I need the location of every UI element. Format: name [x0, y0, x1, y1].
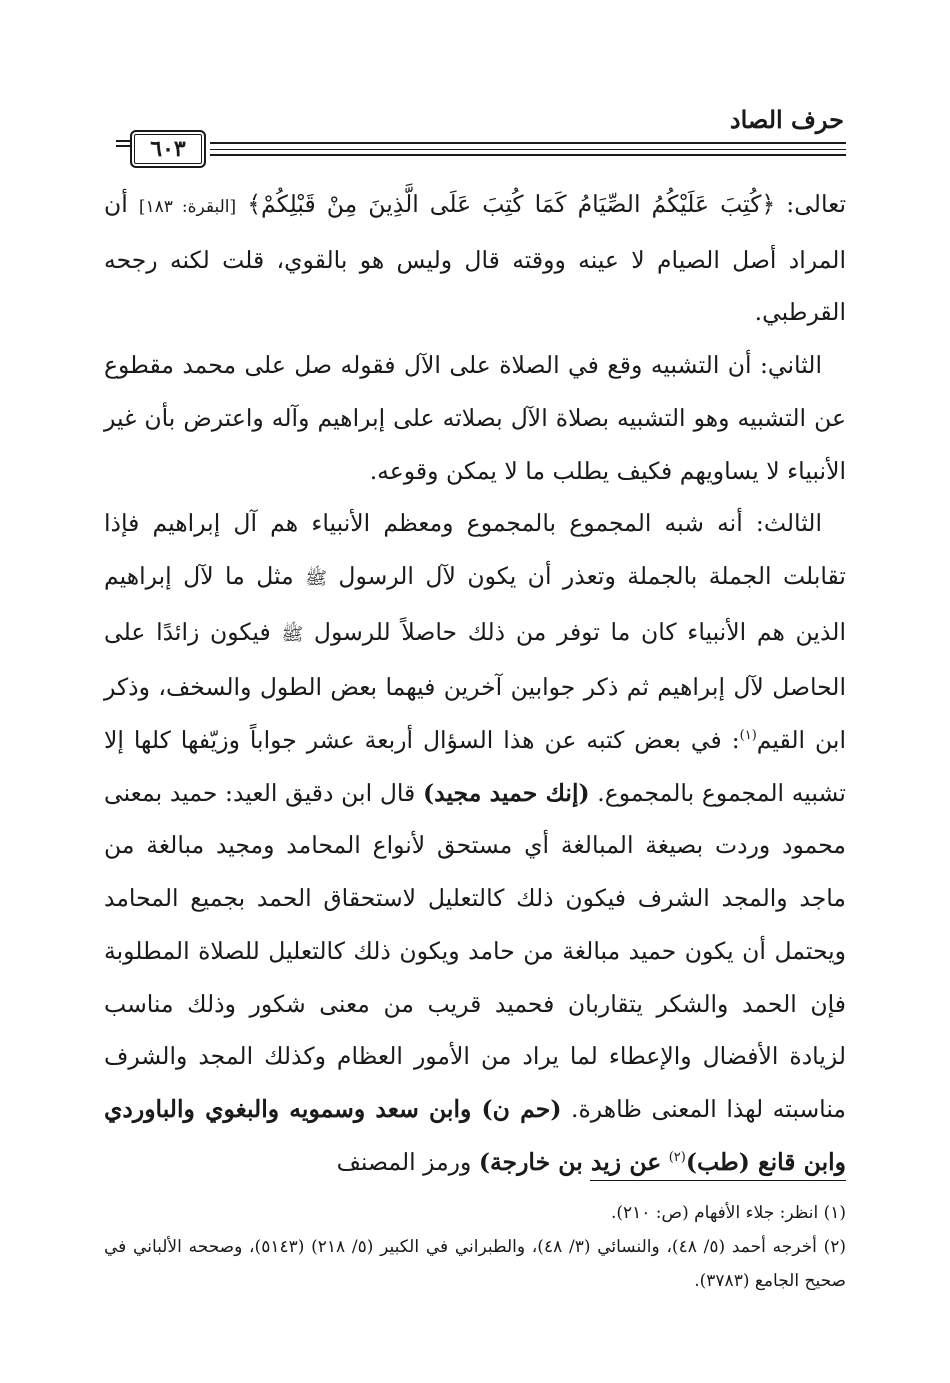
- honorific-symbol: ﷺ: [281, 623, 304, 645]
- quran-reference: [البقرة: ١٨٣]: [138, 197, 237, 217]
- narrator-bold: عن زيد بن خارجة): [478, 1147, 662, 1176]
- paragraph-3-a: الثالث: أنه شبه المجموع بالمجموع ومعظم الأنبياء هم آل إبراهيم فإذا تقابلت الجملة بالجملة وتعذر أن يكون لآل الرسول: [104, 509, 846, 590]
- footnotes: [104, 1196, 846, 1298]
- page-number: ٦٠٣: [130, 130, 206, 168]
- paragraph-3-f: ورمز المصنف: [336, 1147, 472, 1176]
- paragraph-3: [104, 497, 846, 1188]
- paragraph-3-d: : في بعض كتبه عن هذا السؤال أربعة عشر جواباً وزيّفها كلها إلا تشبيه المجموع بالمجموع.: [104, 726, 846, 807]
- running-header-title: حرف الصاد: [729, 105, 844, 134]
- paragraph-3-c: فيكون زائدًا على الحاصل لآل إبراهيم ثم ذكر جوابين آخرين فيهما بعض الطول والسخف، وذكر ابن القيم: [104, 617, 846, 755]
- paragraph-1-start: تعالى:: [786, 190, 846, 218]
- header-rule: [210, 154, 846, 156]
- paragraph-2-text: الثاني: أن التشبيه وقع في الصلاة على الآل فقوله صل على محمد مقطوع عن التشبيه وهو التشبيه بصلاة الآل بصلاته على إبراهيم وآله واعترض بأن غير الأنبياء لا يساويهم فكيف يطلب ما لا يمكن وقوعه.: [104, 351, 846, 485]
- quran-verse: ﴿كُتِبَ عَلَيْكُمُ الصِّيَامُ كَمَا كُتِبَ عَلَى الَّذِينَ مِنْ قَبْلِكُمْ﴾: [247, 190, 776, 218]
- source-references-bold: (حم ن) وابن سعد وسمويه والبغوي والباوردي وابن قانع (طب): [104, 1094, 846, 1176]
- footnote-separator: [590, 1180, 846, 1181]
- paragraph-1-rest: أن المراد أصل الصيام لا عينه ووقته قال وليس هو بالقوي، قلت لكنه رجحه القرطبي.: [104, 190, 846, 327]
- honorific-symbol: ﷺ: [305, 567, 327, 589]
- body-text: [104, 178, 846, 1188]
- footnote-2: (٢) أخرجه أحمد (٥/ ٤٨)، والنسائي (٣/ ٤٨)، والطبراني في الكبير (٥/ ٢١٨) (٥١٤٣)، وصححه الألباني في صحيح الجامع (٣٧٨٣).: [104, 1237, 846, 1291]
- paragraph-3-b: مثل ما لآل إبراهيم الذين هم الأنبياء كان ما توفر من ذلك حاصلاً للرسول: [104, 561, 846, 646]
- hadith-phrase-bold: (إنك حميد مجيد): [422, 778, 590, 807]
- paragraph-1: [104, 178, 846, 339]
- footnote-1: (١) انظر: جلاء الأفهام (ص: ٢١٠).: [610, 1203, 846, 1223]
- header-rule: [210, 142, 846, 144]
- page-number-ornament: [116, 140, 130, 142]
- header-rule: [210, 149, 846, 150]
- footnote-marker-2[interactable]: (٢): [668, 1149, 686, 1165]
- paragraph-3-e: قال ابن دقيق العيد: حميد بمعنى محمود وردت بصيغة المبالغة أي مستحق لأنواع المحامد ومجيد مبالغة من ماجد والمجد الشرف فيكون ذلك كالتعليل لاستحقاق الحمد بجميع المحامد ويحتمل أن يكون حميد مبالغة من حامد ويكون ذلك كالتعليل للصلاة المطلوبة فإن الحمد والشكر يتقاربان فحميد قريب من معنى شكور وذلك مناسب لزيادة الأفضال والإعطاء لما يراد من الأمور العظام وكذلك المجد والشرف مناسبته لهذا المعنى ظاهرة.: [104, 778, 846, 1123]
- footnote-marker-1[interactable]: (١): [739, 728, 757, 744]
- paragraph-2: [104, 339, 846, 497]
